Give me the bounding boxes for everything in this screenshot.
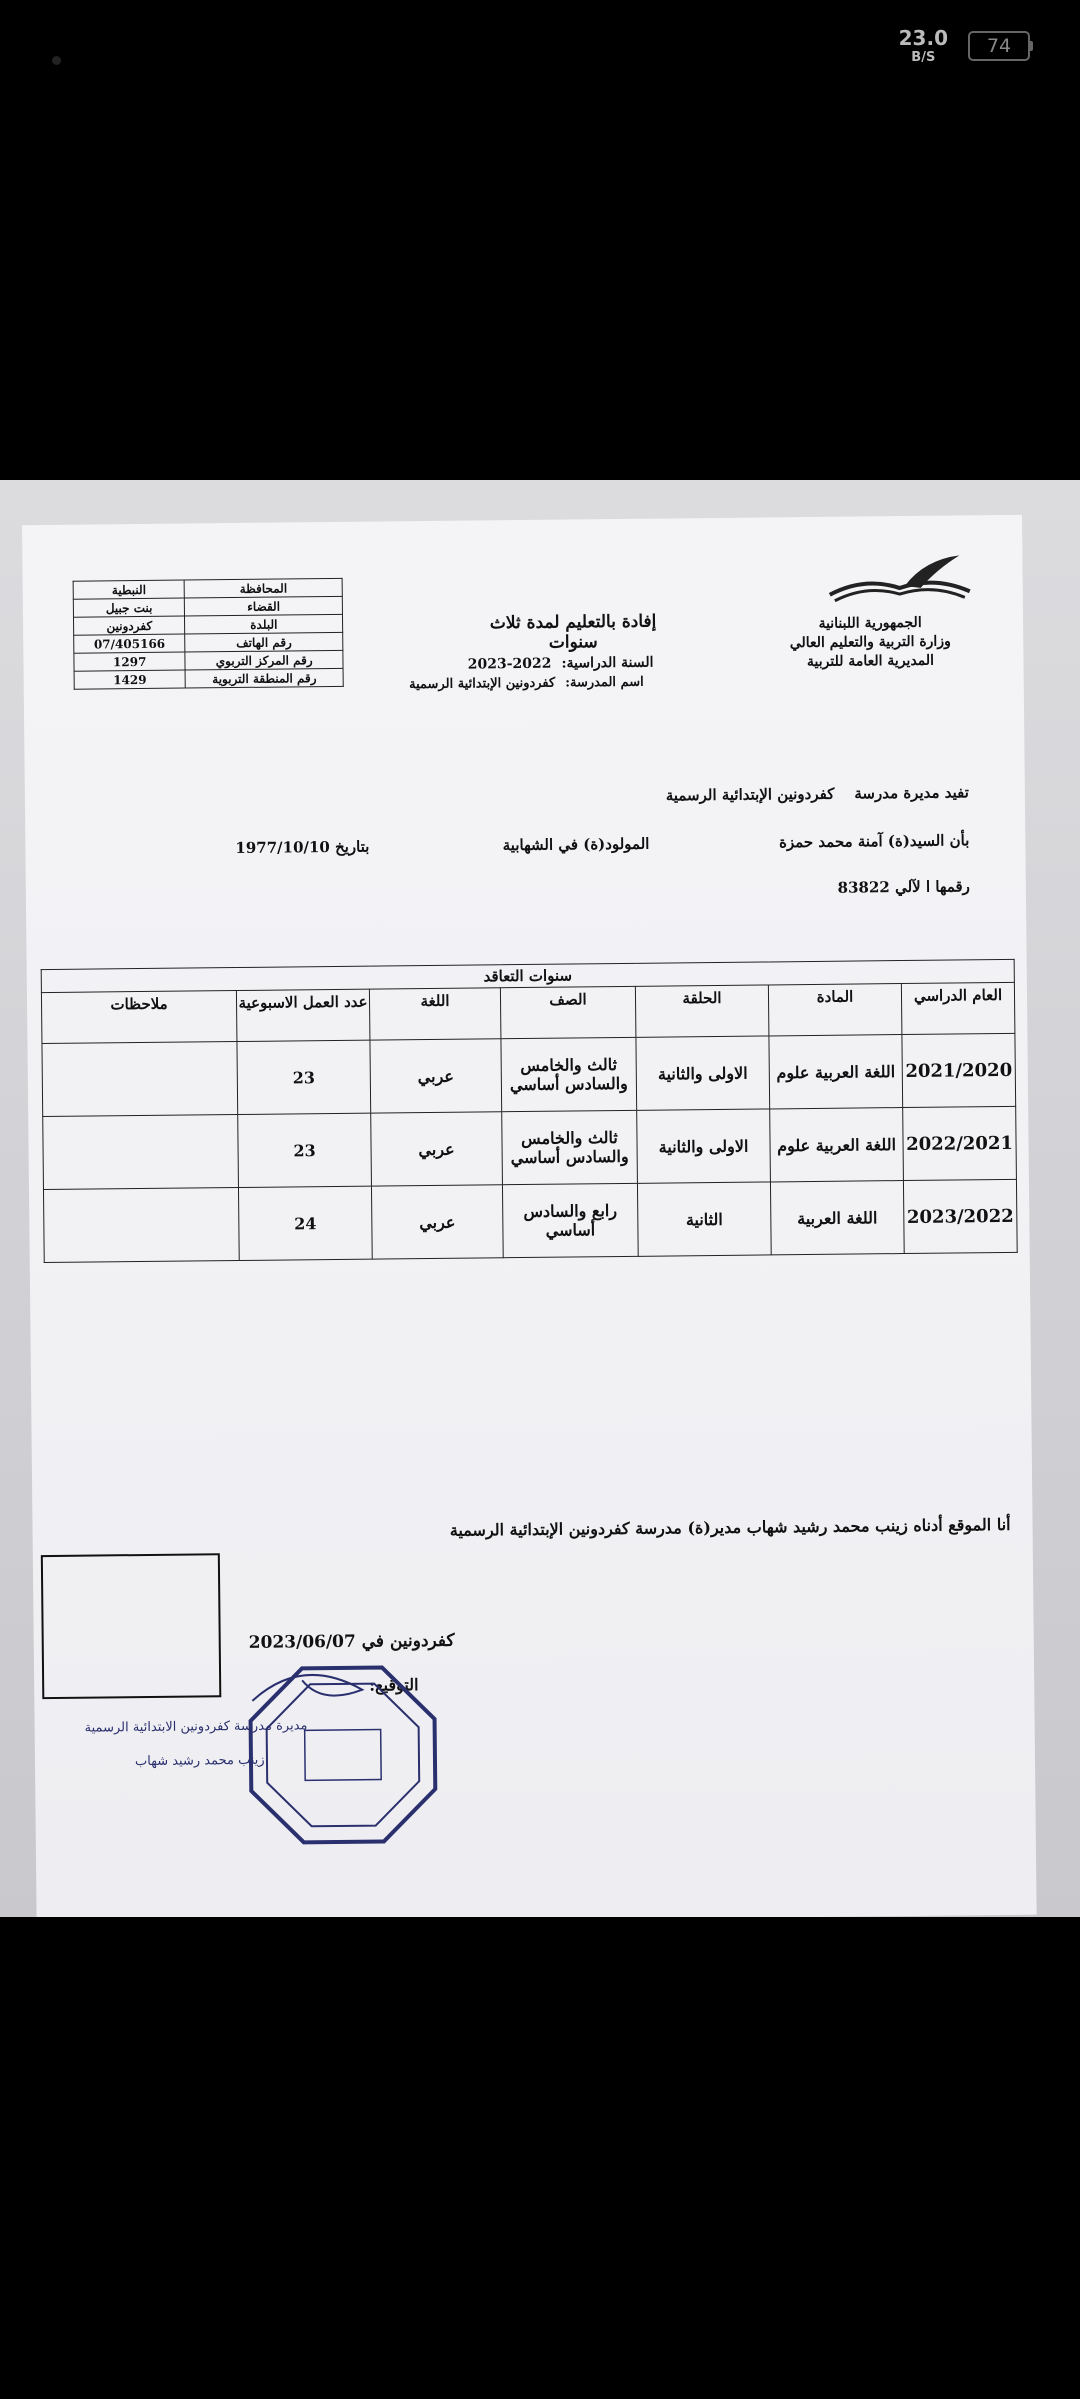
status-dot <box>52 56 61 65</box>
info-label: رقم الهاتف <box>185 632 343 652</box>
stamp-text-line-1: مديرة مدرسة كفردونين الابتدائية الرسمية <box>84 1718 308 1736</box>
person-line <box>179 831 970 858</box>
header-language: اللغة <box>369 988 501 1040</box>
cell-language: عربي <box>371 1112 503 1186</box>
republic-line-2: وزارة التربية والتعليم العالي <box>789 633 951 652</box>
birth-date: بتاريخ 1977/10/10 <box>235 837 370 858</box>
header-hours: عدد العمل الاسبوعية <box>236 989 370 1041</box>
info-value: كفردونين <box>73 616 185 635</box>
school-year-line <box>468 655 664 673</box>
place-date: كفردونين في 2023/06/07 <box>248 1630 455 1653</box>
info-label: رقم المركز التربوي <box>185 650 343 670</box>
employee-number: رقمها ا لآلي 83822 <box>837 877 970 897</box>
table-caption: سنوات التعاقد <box>41 959 1014 992</box>
school-name-line <box>409 675 654 693</box>
network-speed <box>899 28 948 64</box>
birthplace: المولود(ة) في الشهابية <box>502 834 650 855</box>
header-notes: ملاحظات <box>41 991 237 1044</box>
battery-level: 74 <box>986 35 1012 57</box>
cell-subject: اللغة العربية علوم <box>770 1108 904 1182</box>
person-name: بأن السيد(ة) آمنة محمد حمزة <box>778 831 970 852</box>
year-label: السنة الدراسية: <box>561 654 654 672</box>
cell-grade: ثالث والخامس والسادس أساسي <box>501 1037 637 1111</box>
school-value: كفردونين الإبتدائية الرسمية <box>409 675 556 693</box>
cell-notes <box>43 1115 239 1190</box>
status-bar <box>899 28 1030 64</box>
stamp-text-line-2: زينب محمد رشيد شهاب <box>134 1752 265 1770</box>
cell-notes <box>43 1188 239 1263</box>
cell-grade: ثالث والخامس والسادس أساسي <box>502 1110 638 1184</box>
director-school: كفردونين الإبتدائية الرسمية <box>665 784 835 805</box>
table-row <box>42 1033 1016 1116</box>
ministry-logo-icon <box>824 553 975 605</box>
info-value: بنت جبيل <box>73 598 185 617</box>
info-value: 1429 <box>74 670 186 689</box>
republic-line-1: الجمهورية اللبنانية <box>818 614 922 632</box>
info-label: القضاء <box>185 596 343 616</box>
cell-cycle: الثانية <box>637 1182 771 1256</box>
speed-value: 23.0 <box>898 26 948 50</box>
cell-subject: اللغة العربية علوم <box>769 1035 903 1109</box>
year-value: 2022-2023 <box>467 655 552 673</box>
cell-grade: رابع والسادس أساسي <box>502 1183 638 1257</box>
cell-year: 2023/2022 <box>903 1179 1017 1253</box>
battery-icon <box>968 31 1030 61</box>
info-value: 1297 <box>74 652 186 671</box>
info-value: النبطية <box>73 580 185 599</box>
cell-hours: 23 <box>238 1113 372 1187</box>
cell-year: 2022/2021 <box>903 1106 1017 1180</box>
school-label: اسم المدرسة: <box>565 674 644 691</box>
info-row <box>74 668 343 689</box>
photo-box <box>41 1553 221 1699</box>
header-year: العام الدراسي <box>901 982 1015 1034</box>
cell-hours: 24 <box>238 1186 372 1260</box>
cell-language: عربي <box>370 1039 502 1113</box>
document-title: إفادة بالتعليم لمدة ثلاث سنوات <box>489 611 657 653</box>
director-prefix: تفيد مديرة مدرسة <box>854 783 969 803</box>
republic-header <box>765 613 976 672</box>
contract-years-table <box>41 959 1018 1263</box>
republic-line-3: المديرية العامة للتربية <box>806 652 935 671</box>
cell-cycle: الاولى والثانية <box>637 1109 771 1183</box>
official-stamp-icon <box>242 1659 444 1851</box>
cell-year: 2021/2020 <box>902 1033 1016 1107</box>
cell-cycle: الاولى والثانية <box>636 1036 770 1110</box>
director-line <box>666 783 969 804</box>
table-row <box>43 1106 1017 1189</box>
speed-unit: B/S <box>911 50 936 65</box>
signer-statement: أنا الموقع أدناه زينب محمد رشيد شهاب مدير(ة) مدرسة كفردونين الإبتدائية الرسمية <box>449 1514 1011 1540</box>
cell-notes <box>42 1042 238 1117</box>
header-subject: المادة <box>768 984 902 1036</box>
info-value: 07/405166 <box>74 634 186 653</box>
cell-hours: 23 <box>237 1040 371 1114</box>
info-label: المحافظة <box>185 578 343 598</box>
paper-sheet <box>22 515 1037 1917</box>
cell-language: عربي <box>371 1185 503 1259</box>
cell-subject: اللغة العربية <box>770 1181 904 1255</box>
header-grade: الصف <box>500 986 636 1038</box>
signature-label: التوقيع: <box>369 1675 419 1695</box>
document-photo <box>0 480 1080 1917</box>
table-row <box>43 1179 1017 1262</box>
info-label: البلدة <box>185 614 343 634</box>
info-table <box>73 578 344 690</box>
info-label: رقم المنطقة التربوية <box>186 668 344 688</box>
header-cycle: الحلقة <box>635 985 769 1037</box>
